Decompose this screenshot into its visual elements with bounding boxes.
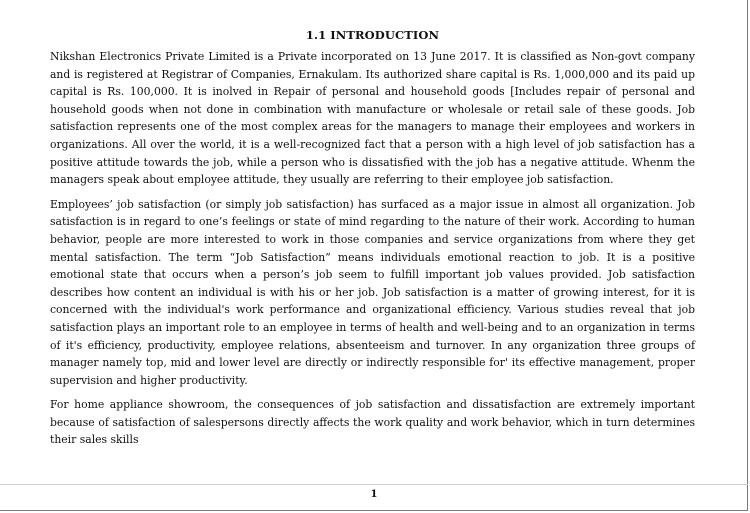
paragraph-employee-satisfaction: Employees’ job satisfaction (or simply job satisfaction) has surfaced as a major issue in almost all organization. Job satisfaction is in regard to one’s feelings or state of mind regarding to the nature of their work. According to human behavior, people are more interested to work in those companies and service organizations from where they get mental satisfaction. The term “Job Satisfaction” means individuals emotional reaction to job. It is a positive emotional state that occurs when a person’s job seem to fulfill important job values provided. Job satisfaction describes how content an individual is with his or her job. Job satisfaction is a matter of growing interest, for it is concerned with the individual's work performance and organizational efficiency. Various studies reveal that job satisfaction plays an important role to an employee in terms of health and well-being and to an organization in terms of it's efficiency, productivity, employee relations, absenteeism and turnover. In any organization three groups of manager namely top, mid and lower level are directly or indirectly responsible for' its effective management, proper supervision and higher productivity.	[50, 197, 695, 387]
paragraph-intro: Nikshan Electronics Private Limited is a Private incorporated on 13 June 2017. It is classified as Non-govt company and is registered at Registrar of Companies, Ernakulam. Its authorized share capital is Rs. 1,000,000 and its paid up capital is Rs. 100,000. It is inolved in Repair of personal and household goods [Includes repair of personal and household goods when not done in combination with manufacture or wholesale or retail sale of these goods. Job satisfaction represents one of the most complex areas for the managers to manage their employees and workers in organizations. All over the world, it is a well-recognized fact that a person with a high level of job satisfaction has a positive attitude towards the job, while a person who is dissatisfied with the job has a negative attitude. Whenm the managers speak about employee attitude, they usually are referring to their employee job satisfaction.	[50, 50, 695, 187]
paragraph-home-appliance: For home appliance showroom, the consequences of job satisfaction and dissatisfaction are extremely important because of satisfaction of salespersons directly affects the work quality and work behavior, which in turn determines their sales skills	[50, 398, 695, 447]
page-content	[50, 28, 695, 449]
page-break-divider	[0, 484, 748, 485]
section-heading: 1.1 INTRODUCTION	[305, 28, 440, 42]
page-number: 1	[370, 489, 378, 500]
